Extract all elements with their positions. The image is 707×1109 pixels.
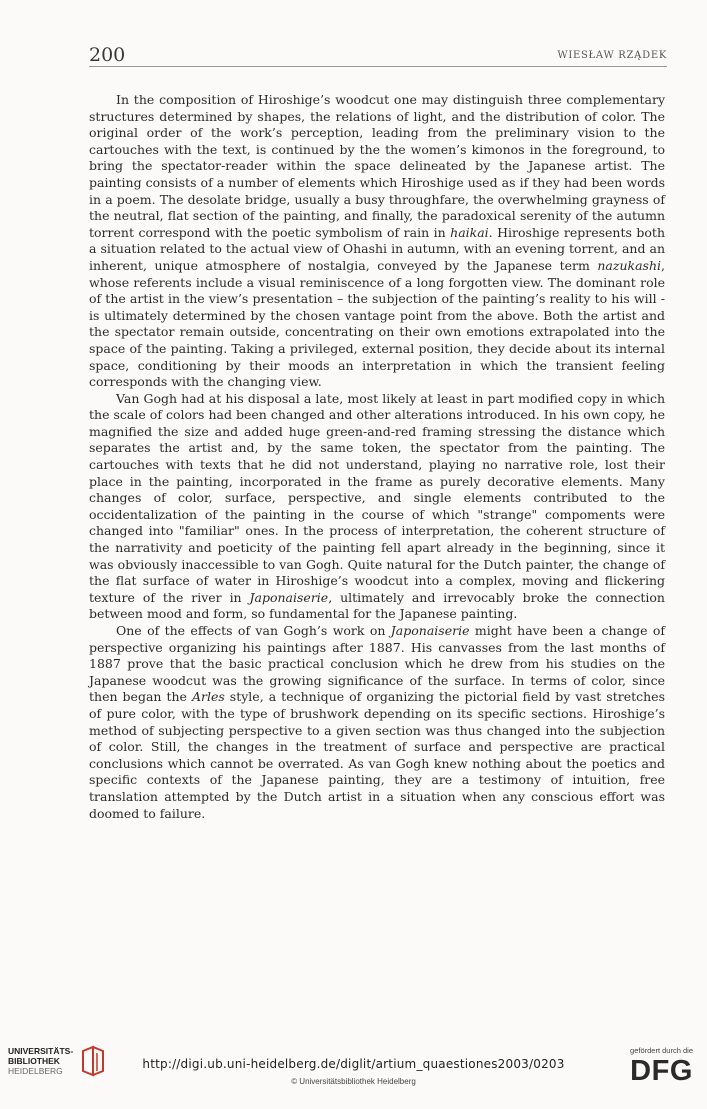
dfg-logo: DFG — [630, 1055, 693, 1087]
funder-note: gefördert durch die — [630, 1046, 693, 1055]
paragraph-1: In the composition of Hiroshige’s woodcut one may distinguish three complementary structures determined by shapes, the relations of light, and the distribution of color. The original order of the work’s perception, leading from the preliminary vision to the cartouches with the text, is continued by the the women’s kimonos in the foreground, to bring the spectator-reader within the space delineated by the Japanese artist. The painting consists of a number of elements which Hiroshige used as if they had been words in a poem. The desolate bridge, usually a busy throughfare, the overwhelming grayness of the neutral, flat section of the painting, and finally, the paradoxical serenity of the autumn torrent correspond with the poetic symbolism of rain in haikai. Hiroshige represents both a situation related to the actual view of Ohashi in autumn, with an evening torrent, and an inherent, unique atmosphere of nostalgia, conveyed by the Japanese term nazukashi, whose referents include a visual reminiscence of a long forgotten view. The dominant role of the artist in the view’s presentation – the subjection of the painting’s reality to his will - is ultimately determined by the chosen vantage point from the above. Both the artist and the spectator remain outside, concentrating on their own emotions extrapolated into the space of the painting. Taking a privileged, external position, they decide about its internal space, conditioning by their moods an interpretation in which the transient feeling corresponds with the changing view. — [89, 92, 665, 390]
paragraph-3: One of the effects of van Gogh’s work on Japonaiserie might have been a change of perspective organizing his paintings after 1887. His canvasses from the last months of 1887 prove that the basic practical conclusion which he drew from his studies on the Japanese woodcut was the growing significance of the surface. In terms of color, since then began the Arles style, a technique of organizing the pictorial field by vast stretches of pure color, with the type of brushwork depending on its specific sections. Hiroshige’s method of subjecting perspective to a given section was thus changed into the subjection of color. Still, the changes in the treatment of surface and perspective are practical conclusions which cannot be overrated. As van Gogh knew nothing about the poetics and specific contexts of the Japanese painting, they are a testimony of intuition, free translation attempted by the Dutch artist in a situation when any conscious effort was doomed to failure. — [89, 623, 665, 821]
funder-logo — [630, 1046, 693, 1085]
copyright-notice: © Universitätsbibliothek Heidelberg — [291, 1077, 416, 1086]
library-name-line1: UNIVERSITÄTS- — [8, 1046, 74, 1056]
permalink[interactable]: http://digi.ub.uni-heidelberg.de/diglit/artium_quaestiones2003/0203 — [142, 1057, 565, 1071]
library-name-line3: HEIDELBERG — [8, 1066, 63, 1076]
page-footer — [0, 1009, 707, 1109]
page-header — [89, 42, 667, 67]
paragraph-2: Van Gogh had at his disposal a late, most likely at least in part modified copy in which the scale of colors had been changed and other alterations introduced. In his own copy, he magnified the size and added huge green-and-red framing stressing the distance which separates the artist and, by the same token, the spectator from the painting. The cartouches with texts that he did not understand, playing no narrative role, lost their place in the painting, incorporated in the frame as purely decorative elements. Many changes of color, surface, perspective, and single elements contributed to the occidentalization of the painting in the course of which "strange" compoments were changed into "familiar" ones. In the process of interpretation, the coherent structure of the narrativity and poeticity of the painting fell apart already in the beginning, since it was obviously inaccessible to van Gogh. Quite natural for the Dutch painter, the change of the flat surface of water in Hiroshige’s woodcut into a complex, moving and flickering texture of the river in Japonaiserie, ultimately and irrevocably broke the connection between mood and form, so fundamental for the Japanese painting. — [89, 390, 665, 622]
body-text — [89, 92, 665, 822]
page-number: 200 — [89, 44, 126, 66]
library-name-line2: BIBLIOTHEK — [8, 1056, 60, 1066]
running-title: WIESŁAW RZĄDEK — [557, 50, 667, 61]
